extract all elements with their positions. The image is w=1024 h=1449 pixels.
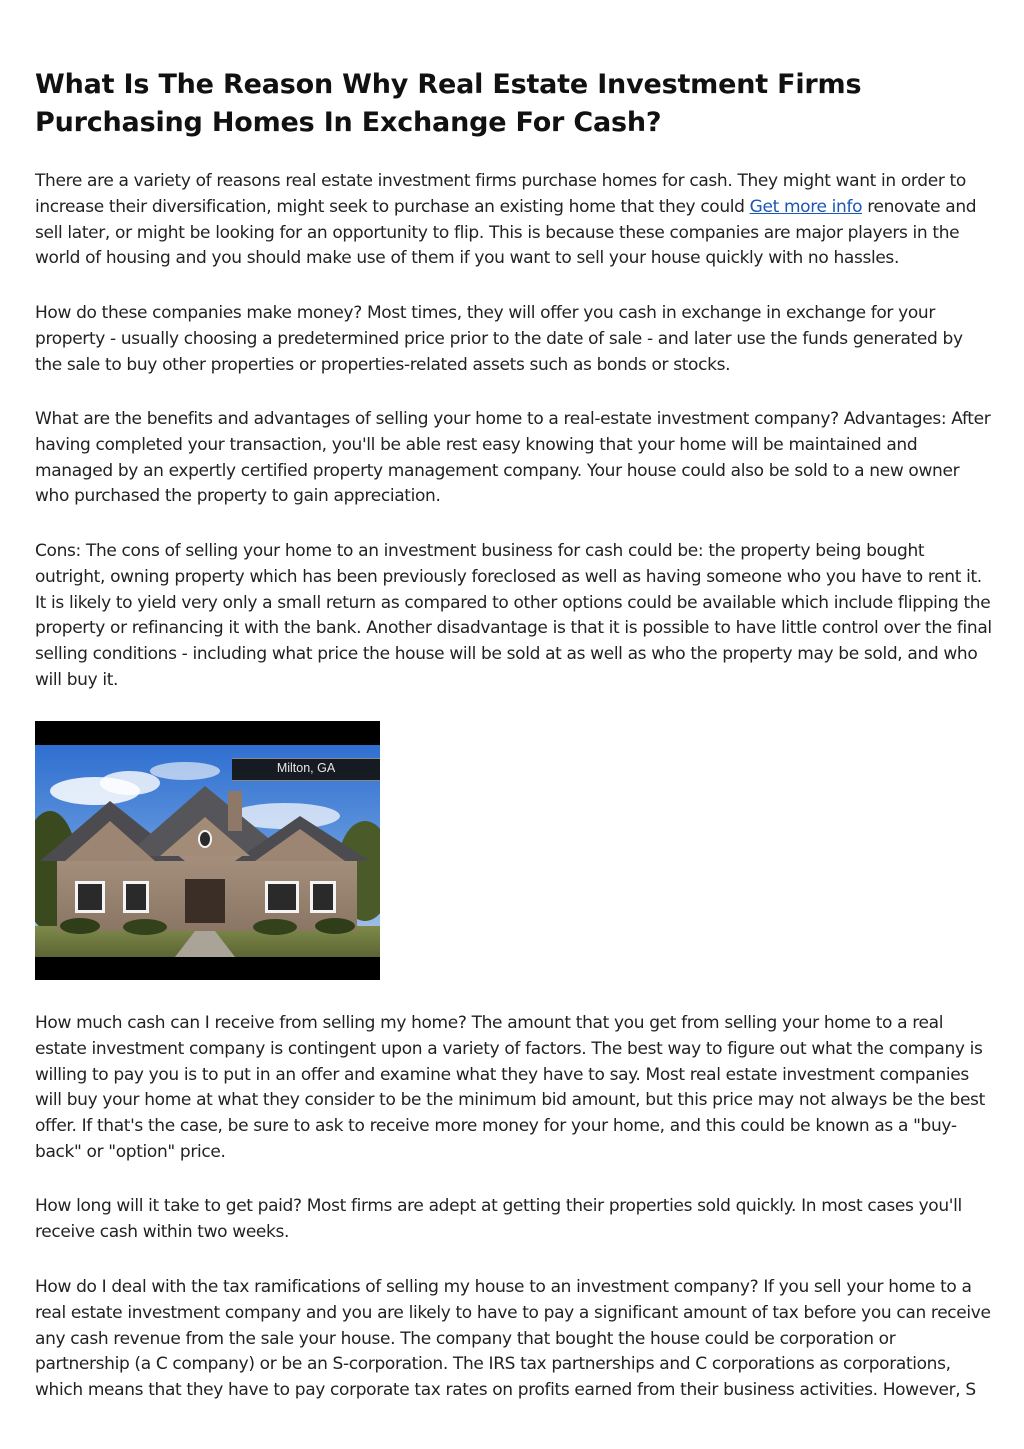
image-caption: Milton, GA bbox=[276, 761, 336, 775]
paragraph-benefits: What are the benefits and advantages of selling your home to a real-estate investment company? Advantages: After having completed your transaction, you'll be able rest easy knowing that your home will be maintained and managed by an expertly certified property management company. Your house could also be sold to a new owner who purchased the property to gain appreciation. bbox=[35, 409, 991, 507]
get-more-info-link[interactable]: Get more info bbox=[749, 196, 863, 217]
paragraph-intro-text-2: renovate and sell later, or might be looking for an opportunity to flip. This is because these companies are major players in the world of housing and you should make use of them if you want to sell your house quickly with no hassles. bbox=[35, 196, 977, 269]
house-photo bbox=[35, 721, 380, 980]
paragraph-how-companies-make-money: How do these companies make money? Most times, they will offer you cash in exchange in exchange for your property - usually choosing a predetermined price prior to the date of sale - and later use the funds generated by the sale to buy other properties or properties-related assets such as bonds or stocks. bbox=[35, 303, 963, 375]
paragraph-cons: Cons: The cons of selling your home to an investment business for cash could be: the property being bought outright, owning property which has been previously foreclosed as well as having someone who you have to rent it. It is likely to yield very only a small return as compared to other options could be available which include flipping the property or refinancing it with the bank. Another disadvantage is that it is possible to have little control over the final selling conditions - including what price the house will be sold at as well as who the property may be sold, and who will buy it. bbox=[35, 541, 992, 690]
paragraph-how-long: How long will it take to get paid? Most firms are adept at getting their properties sold quickly. In most cases you'll receive cash within two weeks. bbox=[35, 1196, 962, 1242]
image-caption-box bbox=[232, 758, 380, 781]
paragraph-how-much-cash: How much cash can I receive from selling my home? The amount that you get from selling your home to a real estate investment company is contingent upon a variety of factors. The best way to figure out what the company is willing to pay you is to put in an offer and examine what they have to say. Most real estate investment companies will buy your home at what they consider to be the minimum bid amount, but this price may not always be the best offer. If that's the case, be sure to ask to receive more money for your home, and this could be known as a "buy-back" or "option" price. bbox=[35, 1013, 985, 1162]
article-title: What Is The Reason Why Real Estate Investment Firms Purchasing Homes In Exchange For Cash? bbox=[35, 69, 862, 138]
paragraph-tax: How do I deal with the tax ramifications of selling my house to an investment company? If you sell your home to a real estate investment company and you are likely to have to pay a significant amount of tax before you can receive any cash revenue from the sale your house. The company that bought the house could be corporation or partnership (a C company) or be an S-corporation. The IRS tax partnerships and C corporations as corporations, which means that they have to pay corporate tax rates on profits earned from their business activities. However, S bbox=[35, 1277, 991, 1401]
paragraph-intro bbox=[35, 169, 993, 272]
paragraph-intro-text-1: There are a variety of reasons real estate investment firms purchase homes for cash. They might want in order to increase their diversification, might seek to purchase an existing home that they could bbox=[35, 171, 966, 217]
